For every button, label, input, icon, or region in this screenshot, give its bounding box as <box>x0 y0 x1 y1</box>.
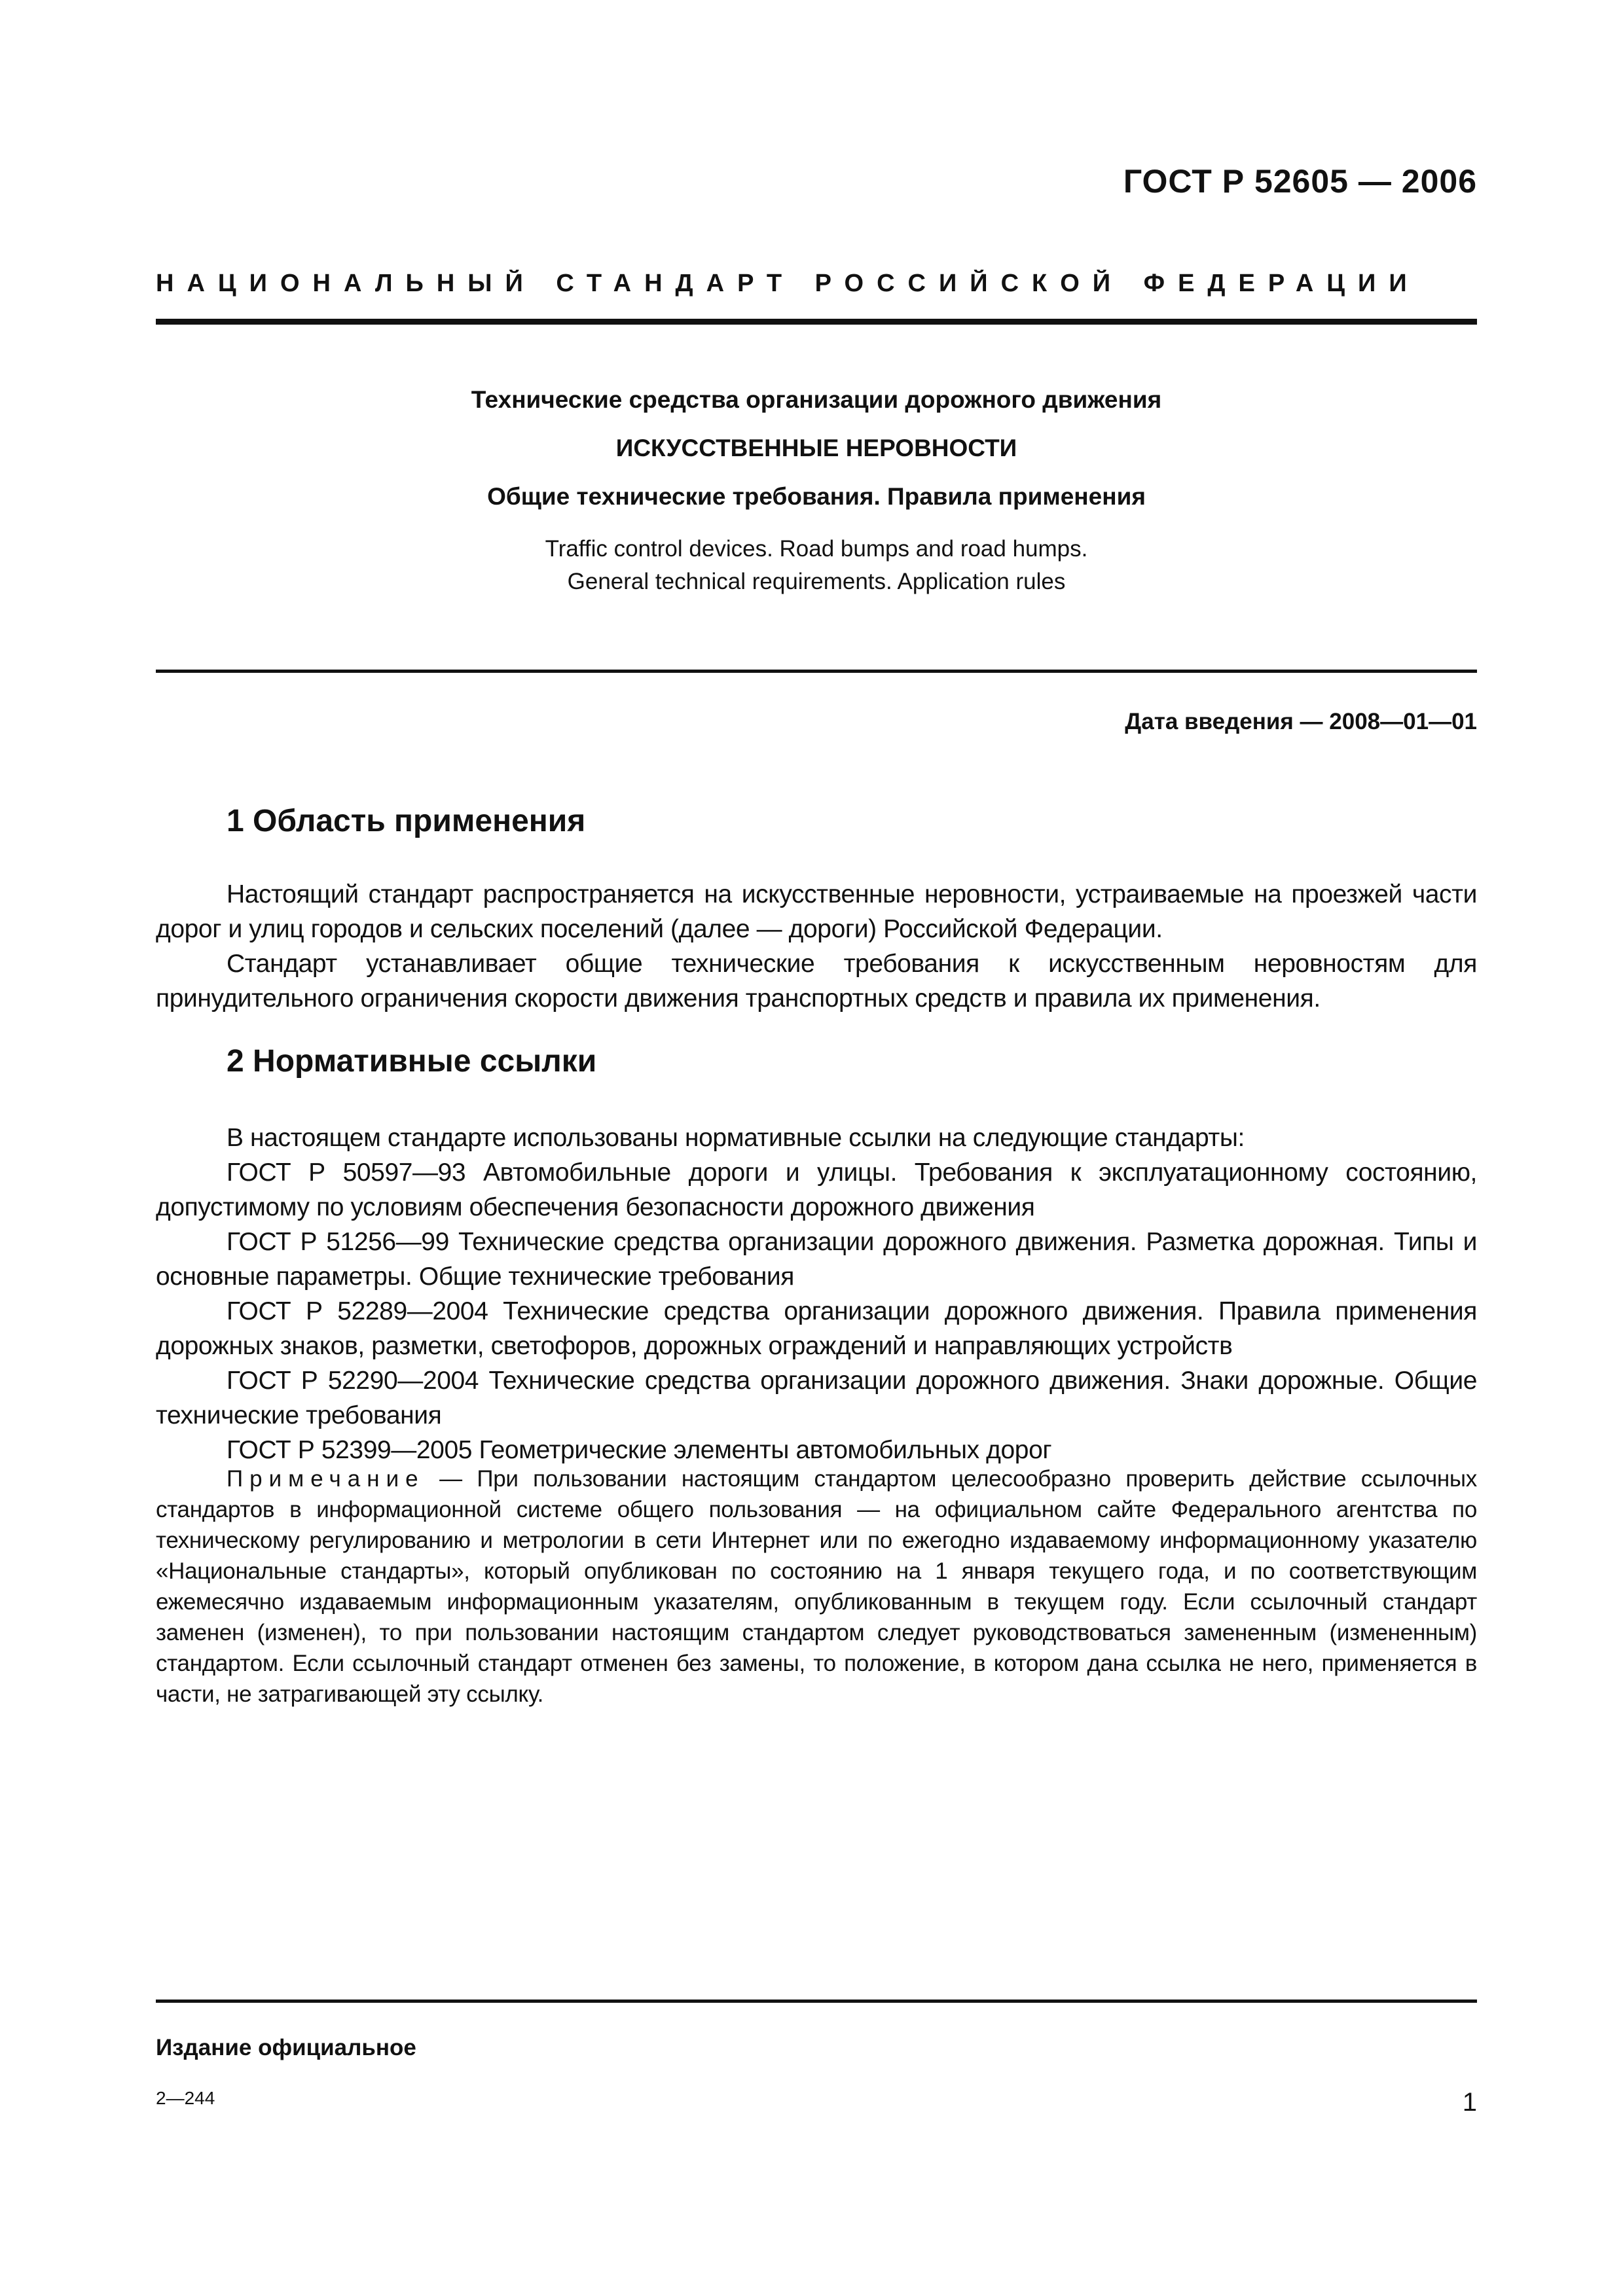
section-1-paragraph: Стандарт устанавливает общие технические требования к искусственным неровностям для принудительного ограничения скорости движения транспортных средств и правила их применения. <box>156 950 1477 1013</box>
title-block <box>156 376 1477 598</box>
footer-divider <box>156 2000 1477 2003</box>
note-label: Примечание <box>227 1466 425 1492</box>
title-line-1: Технические средства организации дорожного движения <box>471 386 1162 413</box>
page-number: 1 <box>1462 2088 1477 2117</box>
reference-item: ГОСТ Р 50597—93 Автомобильные дороги и улицы. Требования к эксплуатационному состоянию, допустимому по условиям обеспечения безопасности дорожного движения <box>156 1158 1477 1221</box>
document-page <box>156 0 1477 2296</box>
header-divider <box>156 319 1477 325</box>
section-1-heading: 1 Область применения <box>227 804 586 838</box>
title-english-line-2: General technical requirements. Application rules <box>567 569 1066 594</box>
note-text: — При пользовании настоящим стандартом целесообразно проверить действие ссылочных стандартов в информационной системе общего пользования — на официальном сайте Федерального агентства по техническому регулированию и метрологии в сети Интернет или по ежегодно издаваемому информационному указателю «Национальные стандарты», который опубликован по состоянию на 1 января текущего года, и по соответствующим ежемесячно издаваемым информационным указателям, опубликованным в текущем году. Если ссылочный стандарт заменен (изменен), то при пользовании настоящим стандартом следует руководствоваться замененным (измененным) стандартом. Если ссылочный стандарт отменен без замены, то положение, в котором дана ссылка не него, применяется в части, не затрагивающей эту ссылку. <box>156 1466 1477 1707</box>
section-2-heading: 2 Нормативные ссылки <box>227 1044 597 1079</box>
edition-label: Издание официальное <box>156 2035 416 2060</box>
reference-item: ГОСТ Р 51256—99 Технические средства организации дорожного движения. Разметка дорожная. Типы и основные параметры. Общие технические требования <box>156 1228 1477 1291</box>
print-code: 2—244 <box>156 2088 215 2108</box>
note-block <box>156 1463 1477 1710</box>
title-line-3: Общие технические требования. Правила применения <box>487 483 1146 510</box>
document-code: ГОСТ Р 52605 — 2006 <box>1123 163 1477 200</box>
section-1-paragraph: Настоящий стандарт распространяется на искусственные неровности, устраиваемые на проезжей части дорог и улиц городов и сельских поселений (далее — дороги) Российской Федерации. <box>156 880 1477 943</box>
section-2-intro: В настоящем стандарте использованы нормативные ссылки на следующие стандарты: <box>227 1124 1245 1152</box>
section-1-body <box>156 877 1477 1016</box>
national-standard-heading: НАЦИОНАЛЬНЫЙ СТАНДАРТ РОССИЙСКОЙ ФЕДЕРАЦИИ <box>156 270 1420 297</box>
title-english-line-1: Traffic control devices. Road bumps and road humps. <box>545 536 1088 562</box>
reference-item: ГОСТ Р 52290—2004 Технические средства организации дорожного движения. Знаки дорожные. Общие технические требования <box>156 1367 1477 1429</box>
reference-item: ГОСТ Р 52399—2005 Геометрические элементы автомобильных дорог <box>227 1436 1052 1464</box>
section-2-body <box>156 1121 1477 1467</box>
introduction-date: Дата введения — 2008—01—01 <box>1125 709 1477 734</box>
title-line-2: ИСКУССТВЕННЫЕ НЕРОВНОСТИ <box>615 435 1017 461</box>
title-divider <box>156 670 1477 673</box>
reference-item: ГОСТ Р 52289—2004 Технические средства организации дорожного движения. Правила применения дорожных знаков, разметки, светофоров, дорожных ограждений и направляющих устройств <box>156 1297 1477 1360</box>
